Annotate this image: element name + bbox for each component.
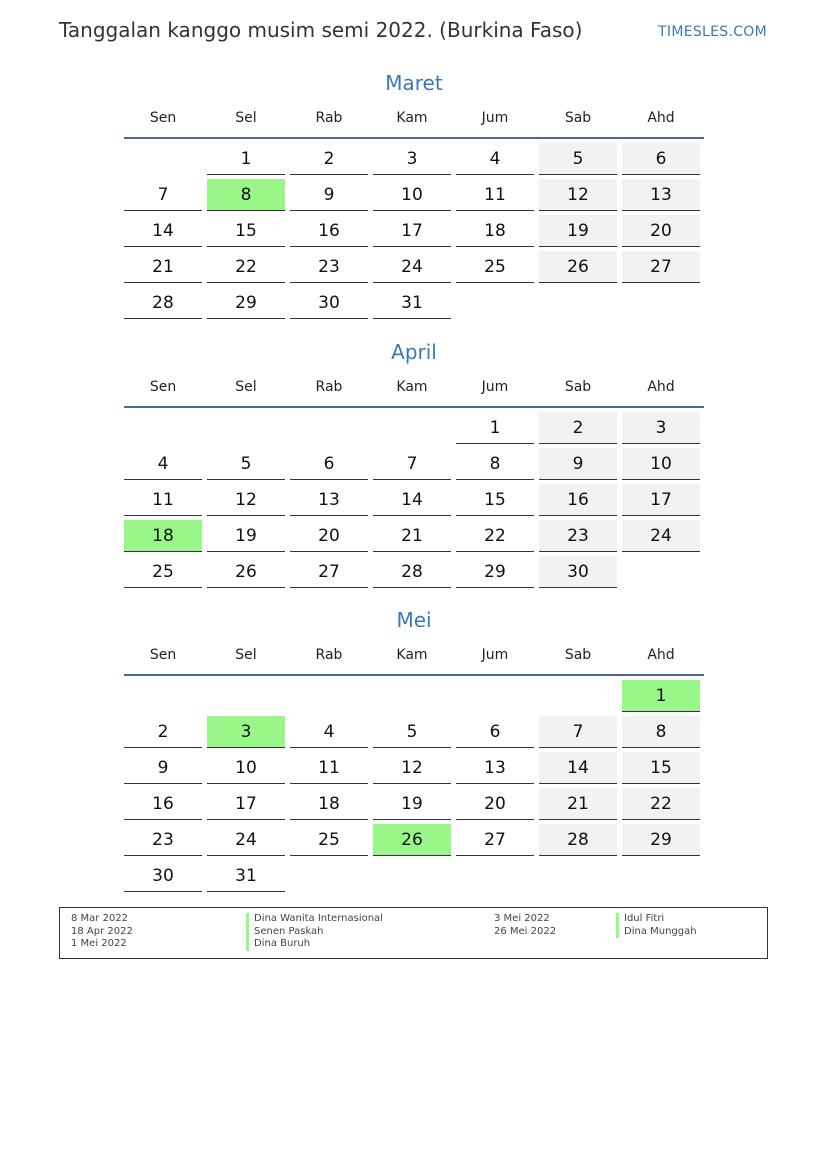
month-title: Maret (385, 71, 443, 95)
legend-entry: Senen Paskah (246, 926, 383, 939)
day-cell[interactable]: 10 (622, 448, 700, 480)
day-cell[interactable]: 28 (539, 824, 617, 856)
day-cell[interactable]: 1 (456, 412, 534, 444)
weekday-label: Sab (564, 379, 592, 395)
day-cell[interactable]: 20 (456, 788, 534, 820)
day-cell[interactable]: 25 (124, 556, 202, 588)
day-cell[interactable]: 6 (622, 143, 700, 175)
day-cell[interactable]: 15 (207, 215, 285, 247)
day-cell[interactable]: 17 (373, 215, 451, 247)
day-cell[interactable]: 19 (373, 788, 451, 820)
day-cell[interactable]: 1 (207, 143, 285, 175)
weekday-label: Jum (481, 647, 509, 663)
day-cell[interactable]: 5 (373, 716, 451, 748)
legend-entry: Dina Buruh (246, 938, 383, 951)
day-cell[interactable]: 20 (290, 520, 368, 552)
day-cell[interactable]: 16 (290, 215, 368, 247)
day-cell[interactable]: 13 (622, 179, 700, 211)
day-cell[interactable]: 4 (456, 143, 534, 175)
day-cell[interactable]: 13 (456, 752, 534, 784)
empty-cell (456, 287, 534, 319)
weekday-label: Jum (481, 110, 509, 126)
day-cell[interactable]: 15 (622, 752, 700, 784)
weekday-label: Sen (149, 379, 177, 395)
weekday-label: Kam (396, 110, 428, 126)
day-cell[interactable]: 14 (539, 752, 617, 784)
day-cell[interactable]: 30 (124, 860, 202, 892)
day-cell[interactable]: 14 (124, 215, 202, 247)
empty-cell (290, 412, 368, 444)
day-cell[interactable]: 26 (373, 824, 451, 856)
empty-cell (622, 556, 700, 588)
week-row (124, 143, 704, 175)
empty-cell (373, 680, 451, 712)
empty-cell (124, 143, 202, 175)
legend-entry: Dina Munggah (616, 926, 697, 939)
week-row (124, 251, 704, 283)
week-row (124, 179, 704, 211)
day-cell[interactable]: 24 (207, 824, 285, 856)
week-row (124, 556, 704, 588)
empty-cell (124, 680, 202, 712)
day-cell[interactable]: 21 (539, 788, 617, 820)
day-cell[interactable]: 10 (373, 179, 451, 211)
day-cell[interactable]: 9 (290, 179, 368, 211)
legend-dates-left (71, 913, 133, 951)
empty-cell (622, 287, 700, 319)
day-cell[interactable]: 23 (124, 824, 202, 856)
week-row (124, 215, 704, 247)
empty-cell (539, 860, 617, 892)
day-cell[interactable]: 22 (456, 520, 534, 552)
day-cell[interactable]: 11 (124, 484, 202, 516)
week-row (124, 716, 704, 748)
month-title: April (391, 340, 437, 364)
day-cell[interactable]: 28 (124, 287, 202, 319)
day-cell[interactable]: 7 (373, 448, 451, 480)
day-cell[interactable]: 30 (290, 287, 368, 319)
legend-entry: Idul Fitri (616, 913, 697, 926)
day-cell[interactable]: 31 (207, 860, 285, 892)
day-cell[interactable]: 3 (207, 716, 285, 748)
day-cell[interactable]: 21 (124, 251, 202, 283)
day-cell[interactable]: 29 (207, 287, 285, 319)
day-cell[interactable]: 31 (373, 287, 451, 319)
week-row (124, 484, 704, 516)
day-cell[interactable]: 14 (373, 484, 451, 516)
day-cell[interactable]: 26 (207, 556, 285, 588)
day-cell[interactable]: 26 (539, 251, 617, 283)
day-cell[interactable]: 8 (207, 179, 285, 211)
day-cell[interactable]: 2 (124, 716, 202, 748)
day-cell[interactable]: 22 (207, 251, 285, 283)
legend-entry: 18 Apr 2022 (71, 925, 133, 937)
week-row (124, 788, 704, 820)
empty-cell (373, 412, 451, 444)
weekday-header (124, 643, 704, 676)
day-cell[interactable]: 17 (622, 484, 700, 516)
week-row (124, 860, 704, 892)
empty-cell (456, 860, 534, 892)
day-cell[interactable]: 4 (124, 448, 202, 480)
day-cell[interactable]: 3 (373, 143, 451, 175)
day-cell[interactable]: 2 (539, 412, 617, 444)
empty-cell (539, 287, 617, 319)
brand-logo[interactable]: TIMESLES.COM (658, 24, 767, 40)
empty-cell (290, 680, 368, 712)
empty-cell (539, 680, 617, 712)
legend-dates-right (494, 913, 556, 938)
day-cell[interactable]: 25 (290, 824, 368, 856)
weekday-label: Sab (564, 647, 592, 663)
day-cell[interactable]: 8 (622, 716, 700, 748)
day-cell[interactable]: 29 (456, 556, 534, 588)
month-maret (124, 68, 704, 323)
day-cell[interactable]: 6 (290, 448, 368, 480)
legend-entry: 3 Mei 2022 (494, 913, 550, 924)
legend-entry: 8 Mar 2022 (71, 913, 129, 924)
day-cell[interactable]: 5 (539, 143, 617, 175)
day-cell[interactable]: 27 (456, 824, 534, 856)
legend-entry: Dina Wanita Internasional (246, 913, 383, 926)
empty-cell (207, 680, 285, 712)
day-cell[interactable]: 18 (290, 788, 368, 820)
week-row (124, 448, 704, 480)
legend-names-right (616, 913, 697, 938)
day-cell[interactable]: 29 (622, 824, 700, 856)
weekday-label: Ahd (647, 647, 675, 663)
day-cell[interactable]: 2 (290, 143, 368, 175)
legend-names-left (246, 913, 383, 951)
day-cell[interactable]: 1 (622, 680, 700, 712)
page-title: Tanggalan kanggo musim semi 2022. (Burkina Faso) (59, 18, 583, 42)
day-cell[interactable]: 5 (207, 448, 285, 480)
legend-entry: 1 Mei 2022 (71, 938, 127, 949)
week-row (124, 520, 704, 552)
month-april (124, 337, 704, 592)
day-cell[interactable]: 19 (539, 215, 617, 247)
weekday-label: Sen (149, 110, 177, 126)
day-cell[interactable]: 12 (539, 179, 617, 211)
day-cell[interactable]: 16 (124, 788, 202, 820)
day-cell[interactable]: 4 (290, 716, 368, 748)
week-row (124, 752, 704, 784)
weekday-label: Ahd (647, 379, 675, 395)
day-cell[interactable]: 23 (290, 251, 368, 283)
week-row (124, 287, 704, 319)
day-cell[interactable]: 18 (456, 215, 534, 247)
weekday-label: Rab (315, 647, 343, 663)
weekday-label: Jum (481, 379, 509, 395)
day-cell[interactable]: 30 (539, 556, 617, 588)
day-cell[interactable]: 27 (622, 251, 700, 283)
empty-cell (290, 860, 368, 892)
day-cell[interactable]: 27 (290, 556, 368, 588)
day-cell[interactable]: 16 (539, 484, 617, 516)
day-cell[interactable]: 12 (207, 484, 285, 516)
weekday-header (124, 375, 704, 408)
weekday-label: Kam (396, 647, 428, 663)
weekday-label: Kam (396, 379, 428, 395)
day-cell[interactable]: 20 (622, 215, 700, 247)
weekday-label: Sen (149, 647, 177, 663)
day-cell[interactable]: 23 (539, 520, 617, 552)
day-cell[interactable]: 18 (124, 520, 202, 552)
legend-entry: 26 Mei 2022 (494, 925, 557, 937)
weekday-label: Rab (315, 379, 343, 395)
week-row (124, 412, 704, 444)
day-cell[interactable]: 25 (456, 251, 534, 283)
day-cell[interactable]: 24 (373, 251, 451, 283)
day-cell[interactable]: 6 (456, 716, 534, 748)
day-cell[interactable]: 28 (373, 556, 451, 588)
weekday-label: Sel (235, 647, 257, 663)
weekday-label: Sab (564, 110, 592, 126)
empty-cell (124, 412, 202, 444)
day-cell[interactable]: 19 (207, 520, 285, 552)
empty-cell (622, 860, 700, 892)
week-row (124, 680, 704, 712)
weekday-label: Ahd (647, 110, 675, 126)
day-cell[interactable]: 24 (622, 520, 700, 552)
weekday-label: Sel (235, 379, 257, 395)
day-cell[interactable]: 9 (539, 448, 617, 480)
holiday-legend (59, 907, 768, 959)
day-cell[interactable]: 7 (124, 179, 202, 211)
day-cell[interactable]: 12 (373, 752, 451, 784)
day-cell[interactable]: 21 (373, 520, 451, 552)
weekday-label: Rab (315, 110, 343, 126)
day-cell[interactable]: 8 (456, 448, 534, 480)
day-cell[interactable]: 15 (456, 484, 534, 516)
empty-cell (373, 860, 451, 892)
day-cell[interactable]: 11 (290, 752, 368, 784)
day-cell[interactable]: 17 (207, 788, 285, 820)
day-cell[interactable]: 9 (124, 752, 202, 784)
day-cell[interactable]: 3 (622, 412, 700, 444)
day-cell[interactable]: 7 (539, 716, 617, 748)
month-mei (124, 605, 704, 896)
weekday-label: Sel (235, 110, 257, 126)
month-title: Mei (396, 608, 432, 632)
empty-cell (456, 680, 534, 712)
weekday-header (124, 106, 704, 139)
day-cell[interactable]: 13 (290, 484, 368, 516)
week-row (124, 824, 704, 856)
day-cell[interactable]: 10 (207, 752, 285, 784)
day-cell[interactable]: 22 (622, 788, 700, 820)
empty-cell (207, 412, 285, 444)
day-cell[interactable]: 11 (456, 179, 534, 211)
